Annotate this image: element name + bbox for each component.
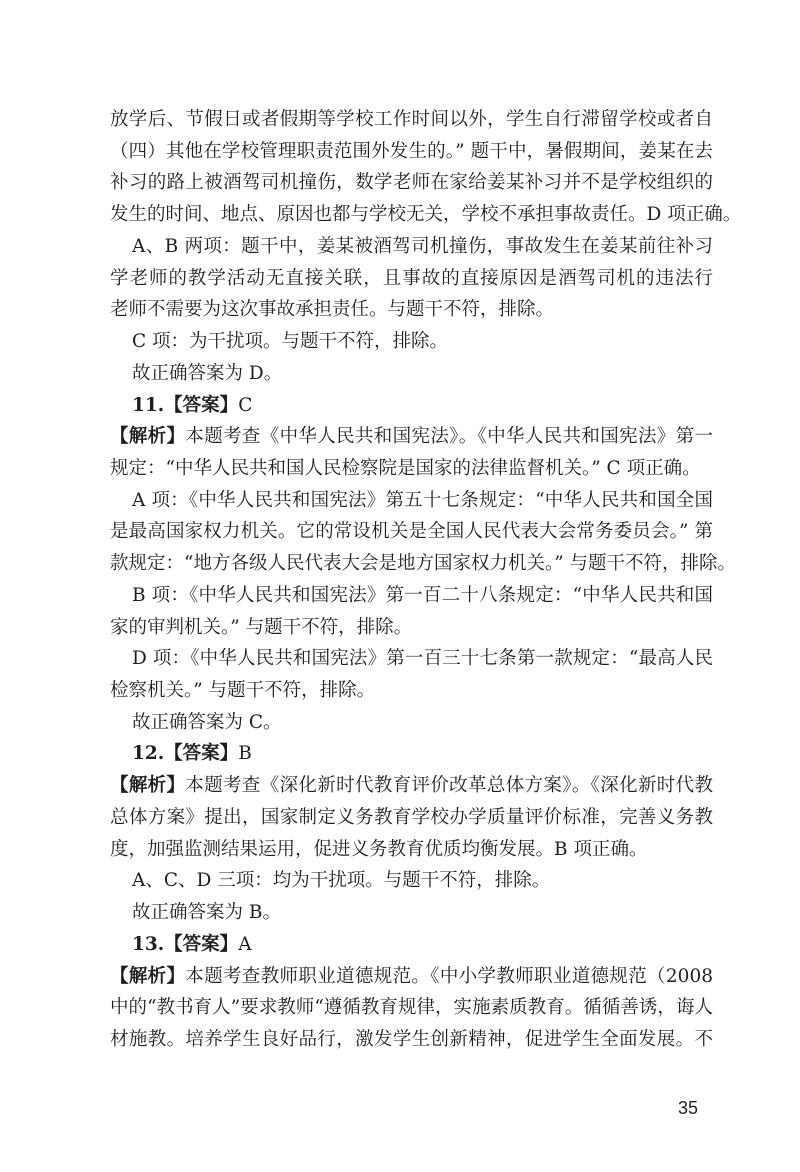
text-line (110, 454, 701, 484)
text-segment: D 项：《中华人民共和国宪法》第一百三十七条第一款规定：“最高人民 (132, 648, 713, 670)
text-line (110, 200, 741, 230)
text-line (132, 739, 252, 769)
text-line (132, 359, 282, 389)
text-line (110, 962, 713, 992)
text-line (110, 295, 554, 325)
bold-label: 【解析】 (110, 965, 186, 987)
text-segment: 补习的路上被酒驾司机撞伤，数学老师在家给姜某补习并不是学校组织的 (110, 172, 713, 194)
text-segment: 老师不需要为这次事故承担责任。与题干不符，排除。 (110, 299, 555, 321)
text-segment: 材施教。培养学生良好品行，激发学生创新精神，促进学生全面发展。不 (110, 1029, 713, 1050)
text-segment: A (238, 933, 252, 955)
text-segment: 家的审判机关。” 与题干不符，排除。 (110, 616, 413, 638)
text-line (132, 898, 281, 928)
text-line (110, 168, 713, 198)
text-line (132, 581, 713, 611)
text-segment: 本题考查《中华人民共和国宪法》。《中华人民共和国宪法》第一 (185, 426, 713, 448)
text-segment: 故正确答案为 C。 (132, 711, 282, 733)
text-segment: 故正确答案为 B。 (132, 902, 281, 924)
text-line (110, 264, 713, 294)
text-segment: C 项：为干扰项。与题干不符，排除。 (132, 331, 449, 353)
text-line (110, 549, 736, 579)
text-segment: 发生的时间、地点、原因也都与学校无关，学校不承担事故责任。D 项正确。 (110, 204, 742, 226)
page-number: 35 (678, 1098, 699, 1118)
bold-label: 【解析】 (110, 426, 186, 448)
text-segment: 中的“教书育人”要求教师“遵循教育规律，实施素质教育。循循善诱，诲人 (110, 997, 713, 1019)
text-line (132, 486, 713, 516)
text-line (132, 327, 448, 357)
text-segment: B (238, 743, 252, 765)
text-segment: 本题考查《深化新时代教育评价改革总体方案》。《深化新时代教 (185, 775, 713, 797)
text-segment: B 项：《中华人民共和国宪法》第一百二十八条规定：“中华人民共和国 (132, 584, 713, 606)
text-segment: A、B 两项：题干中，姜某被酒驾司机撞伤，事故发生在姜某前往补习 (132, 235, 713, 257)
text-line (110, 771, 713, 801)
text-segment: 放学后、节假日或者假期等学校工作时间以外，学生自行滞留学校或者自 (110, 109, 713, 130)
text-line (132, 644, 713, 674)
text-line (132, 708, 282, 738)
text-line (132, 391, 252, 421)
text-line (110, 993, 713, 1023)
text-line (110, 1025, 713, 1055)
text-line (110, 835, 647, 865)
text-line (110, 803, 713, 833)
bold-label: 12.【答案】 (132, 743, 239, 765)
text-segment: 规定：“中华人民共和国人民检察院是国家的法律监督机关。” C 项正确。 (110, 457, 701, 479)
text-segment: 是最高国家权力机关。它的常设机关是全国人民代表大会常务委员会。” 第 (110, 521, 713, 543)
text-segment: 本题考查教师职业道德规范。《中小学教师职业道德规范（2008 (185, 965, 713, 987)
bold-label: 【解析】 (110, 775, 186, 797)
text-line (132, 866, 550, 896)
bold-label: 13.【答案】 (132, 933, 239, 955)
text-line (110, 517, 713, 547)
text-line (110, 105, 713, 135)
text-line (132, 930, 252, 960)
text-line (110, 676, 375, 706)
bold-label: 11.【答案】 (132, 394, 239, 416)
text-segment: A、C、D 三项：均为干扰项。与题干不符，排除。 (132, 870, 551, 892)
text-segment: 故正确答案为 D。 (132, 362, 283, 384)
text-segment: 检察机关。” 与题干不符，排除。 (110, 680, 376, 702)
text-line (132, 232, 713, 262)
text-segment: （四）其他在学校管理职责范围外发生的。” 题干中，暑假期间，姜某在去 (110, 140, 713, 162)
text-segment: C (238, 394, 253, 416)
text-segment: 款规定：“地方各级人民代表大会是地方国家权力机关。” 与题干不符，排除。 (110, 553, 737, 575)
text-line (110, 613, 412, 643)
text-segment: A 项：《中华人民共和国宪法》第五十七条规定：“中华人民共和国全国 (132, 489, 713, 511)
text-line (110, 422, 713, 452)
text-segment: 学老师的教学活动无直接关联，且事故的直接原因是酒驾司机的违法行 (110, 267, 713, 289)
text-line (110, 137, 713, 167)
text-segment: 度，加强监测结果运用，促进义务教育优质均衡发展。B 项正确。 (110, 838, 648, 860)
text-segment: 总体方案》提出，国家制定义务教育学校办学质量评价标准，完善义务教 (110, 806, 713, 828)
